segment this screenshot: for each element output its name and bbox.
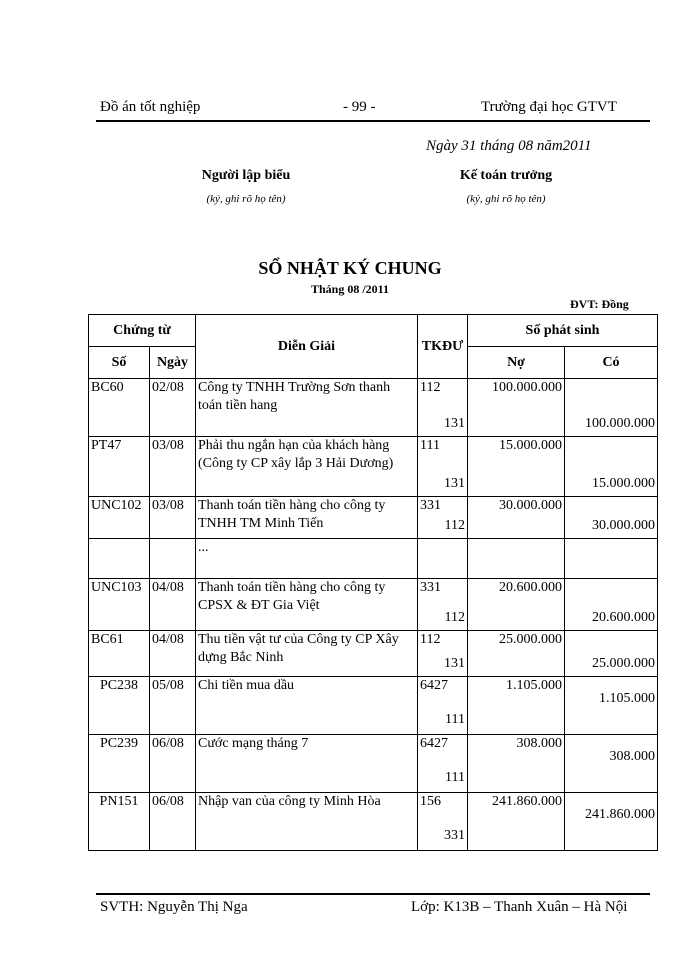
account-cell bbox=[418, 735, 468, 793]
voucher-date: 03/08 bbox=[150, 437, 196, 497]
credit-amount-cell bbox=[565, 677, 658, 735]
voucher-number bbox=[89, 539, 150, 579]
debit-amount: 241.860.000 bbox=[468, 793, 565, 851]
date-line: Ngày 31 tháng 08 năm2011 bbox=[426, 138, 592, 154]
credit-account: 111 bbox=[445, 770, 465, 785]
table-row bbox=[89, 631, 658, 677]
credit-amount: 308.000 bbox=[609, 749, 655, 764]
debit-amount: 100.000.000 bbox=[468, 379, 565, 437]
account-cell bbox=[418, 631, 468, 677]
credit-amount-cell bbox=[565, 735, 658, 793]
credit-account: 131 bbox=[444, 416, 465, 431]
voucher-number: BC60 bbox=[89, 379, 150, 437]
credit-amount: 1.105.000 bbox=[599, 691, 655, 706]
signature-preparer-note: (ký, ghi rõ họ tên) bbox=[206, 193, 286, 205]
voucher-date: 04/08 bbox=[150, 631, 196, 677]
voucher-date: 04/08 bbox=[150, 579, 196, 631]
header-right: Trường đại học GTVT bbox=[481, 99, 617, 115]
voucher-number: UNC102 bbox=[89, 497, 150, 539]
debit-account: 331 bbox=[420, 580, 441, 595]
credit-amount-cell bbox=[565, 579, 658, 631]
voucher-date: 06/08 bbox=[150, 735, 196, 793]
debit-account: 112 bbox=[420, 632, 441, 647]
ledger-title: SỔ NHẬT KÝ CHUNG bbox=[258, 258, 442, 278]
credit-amount-cell bbox=[565, 793, 658, 851]
credit-amount: 241.860.000 bbox=[585, 807, 655, 822]
debit-amount: 1.105.000 bbox=[468, 677, 565, 735]
voucher-date: 06/08 bbox=[150, 793, 196, 851]
table-row bbox=[89, 497, 658, 539]
header-voucher: Chứng từ bbox=[89, 315, 196, 347]
credit-amount: 30.000.000 bbox=[592, 518, 655, 533]
header-description: Diễn Giải bbox=[196, 315, 418, 379]
voucher-number: PC239 bbox=[89, 735, 150, 793]
credit-account: 111 bbox=[445, 712, 465, 727]
header-debit: Nợ bbox=[468, 347, 565, 379]
debit-account: 6427 bbox=[420, 678, 448, 693]
voucher-number: PC238 bbox=[89, 677, 150, 735]
credit-account: 331 bbox=[444, 828, 465, 843]
voucher-number: BC61 bbox=[89, 631, 150, 677]
debit-amount: 308.000 bbox=[468, 735, 565, 793]
table-row bbox=[89, 677, 658, 735]
account-cell bbox=[418, 497, 468, 539]
footer-right: Lớp: K13B – Thanh Xuân – Hà Nội bbox=[411, 899, 628, 915]
voucher-number: PT47 bbox=[89, 437, 150, 497]
credit-account: 131 bbox=[444, 656, 465, 671]
debit-amount: 15.000.000 bbox=[468, 437, 565, 497]
voucher-date: 03/08 bbox=[150, 497, 196, 539]
debit-amount: 20.600.000 bbox=[468, 579, 565, 631]
debit-account: 331 bbox=[420, 498, 441, 513]
signature-accountant-note: (ký, ghi rõ họ tên) bbox=[466, 193, 546, 205]
table-row bbox=[89, 539, 658, 579]
credit-amount: 25.000.000 bbox=[592, 656, 655, 671]
credit-amount: 100.000.000 bbox=[585, 416, 655, 431]
credit-amount-cell bbox=[565, 497, 658, 539]
description: ... bbox=[196, 539, 418, 579]
table-row bbox=[89, 735, 658, 793]
debit-account: 111 bbox=[420, 438, 440, 453]
header-amount: Số phát sinh bbox=[468, 315, 658, 347]
voucher-number: PN151 bbox=[89, 793, 150, 851]
signature-accountant-title: Kế toán trưởng bbox=[459, 168, 553, 183]
header-account: TKĐƯ bbox=[418, 315, 468, 379]
header-number: Số bbox=[89, 347, 150, 379]
description: Nhập van của công ty Minh Hòa bbox=[196, 793, 418, 851]
debit-amount: 25.000.000 bbox=[468, 631, 565, 677]
footer-rule bbox=[96, 893, 650, 895]
credit-account: 112 bbox=[444, 610, 465, 625]
signature-preparer-title: Người lập biểu bbox=[201, 168, 291, 183]
table-row bbox=[89, 579, 658, 631]
account-cell bbox=[418, 539, 468, 579]
account-cell bbox=[418, 677, 468, 735]
credit-amount: 15.000.000 bbox=[592, 476, 655, 491]
debit-account: 156 bbox=[420, 794, 441, 809]
account-cell bbox=[418, 437, 468, 497]
account-cell bbox=[418, 579, 468, 631]
voucher-date bbox=[150, 539, 196, 579]
credit-amount-cell bbox=[565, 379, 658, 437]
credit-amount: 20.600.000 bbox=[592, 610, 655, 625]
page-number: - 99 - bbox=[343, 99, 376, 115]
description: Phải thu ngắn hạn của khách hàng (Công ty CP xây lắp 3 Hải Dương) bbox=[196, 437, 418, 497]
header-left: Đồ án tốt nghiệp bbox=[100, 99, 201, 115]
table-row bbox=[89, 379, 658, 437]
description: Thu tiền vật tư của Công ty CP Xây dựng Bắc Ninh bbox=[196, 631, 418, 677]
footer-left: SVTH: Nguyễn Thị Nga bbox=[100, 899, 248, 915]
ledger-subtitle: Tháng 08 /2011 bbox=[310, 282, 390, 296]
description: Cước mạng tháng 7 bbox=[196, 735, 418, 793]
account-cell bbox=[418, 793, 468, 851]
credit-amount-cell bbox=[565, 437, 658, 497]
debit-account: 112 bbox=[420, 380, 441, 395]
credit-amount-cell bbox=[565, 539, 658, 579]
credit-amount-cell bbox=[565, 631, 658, 677]
voucher-date: 02/08 bbox=[150, 379, 196, 437]
journal-table bbox=[88, 314, 658, 851]
description: Thanh toán tiền hàng cho công ty CPSX & ĐT Gia Việt bbox=[196, 579, 418, 631]
header-rule bbox=[96, 120, 650, 122]
credit-account: 112 bbox=[444, 518, 465, 533]
debit-amount bbox=[468, 539, 565, 579]
account-cell bbox=[418, 379, 468, 437]
table-row bbox=[89, 793, 658, 851]
header-credit: Có bbox=[565, 347, 658, 379]
voucher-date: 05/08 bbox=[150, 677, 196, 735]
table-row bbox=[89, 437, 658, 497]
header-date: Ngày bbox=[150, 347, 196, 379]
debit-account: 6427 bbox=[420, 736, 448, 751]
unit-label: ĐVT: Đồng bbox=[570, 297, 629, 311]
credit-account: 131 bbox=[444, 476, 465, 491]
debit-amount: 30.000.000 bbox=[468, 497, 565, 539]
voucher-number: UNC103 bbox=[89, 579, 150, 631]
description: Thanh toán tiền hàng cho công ty TNHH TM Minh Tiến bbox=[196, 497, 418, 539]
description: Công ty TNHH Trường Sơn thanh toán tiền hang bbox=[196, 379, 418, 437]
description: Chi tiền mua dầu bbox=[196, 677, 418, 735]
